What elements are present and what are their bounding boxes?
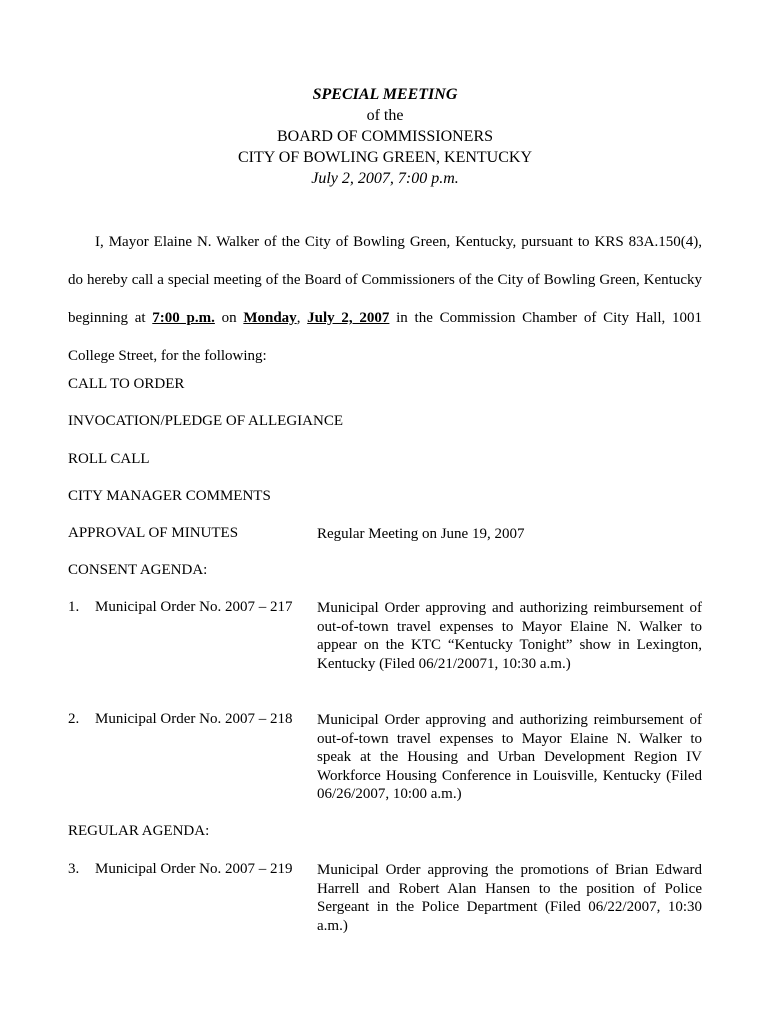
invocation: INVOCATION/PLEDGE OF ALLEGIANCE bbox=[68, 413, 343, 429]
item-description: Municipal Order approving and authorizing reimbursement of out-of-town travel expenses to Mayor Elaine N. Walker to appear on the KTC “Kentucky Tonight” show in Lexington, Kentucky (Filed 06/21/20071, 10:30 a.m.) bbox=[317, 600, 702, 672]
item-label: Municipal Order No. 2007 – 218 bbox=[95, 711, 293, 727]
item-number: 2. bbox=[68, 711, 80, 727]
intro-time: 7:00 p.m. bbox=[152, 310, 215, 326]
consent-agenda-heading: CONSENT AGENDA: bbox=[68, 562, 208, 578]
meeting-title: SPECIAL MEETING bbox=[312, 86, 458, 103]
header-board: BOARD OF COMMISSIONERS bbox=[276, 128, 494, 145]
intro-paragraph bbox=[68, 223, 702, 375]
item-label: Municipal Order No. 2007 – 217 bbox=[95, 599, 293, 615]
call-to-order: CALL TO ORDER bbox=[68, 376, 185, 392]
intro-comma: , bbox=[296, 310, 308, 326]
roll-call: ROLL CALL bbox=[68, 451, 150, 467]
intro-on: on bbox=[214, 310, 244, 326]
item-description: Municipal Order approving the promotions of Brian Edward Harrell and Robert Alan Hansen to the position of Police Sergeant in the Police Department (Filed 06/22/2007, 10:30 a.m.) bbox=[317, 862, 702, 934]
approval-detail: Regular Meeting on June 19, 2007 bbox=[317, 526, 525, 542]
intro-day: Monday bbox=[243, 310, 297, 326]
header-city: CITY OF BOWLING GREEN, KENTUCKY bbox=[237, 149, 533, 166]
intro-text-1: I, Mayor Elaine N. Walker of the City of Bowling Green, Kentucky, pursuant to KRS 83A.150(4), do hereby call a special meeting of the Board of Commissioners of the City of Bowling Green, Kentucky beginning at bbox=[68, 234, 702, 326]
regular-agenda-heading: REGULAR AGENDA: bbox=[68, 823, 210, 839]
item-description: Municipal Order approving and authorizing reimbursement of out-of-town travel expenses to Mayor Elaine N. Walker to speak at the Housing and Urban Development Region IV Workforce Housing Conference in Louisville, Kentucky (Filed 06/26/2007, 10:00 a.m.) bbox=[317, 712, 702, 802]
item-label: Municipal Order No. 2007 – 219 bbox=[95, 861, 293, 877]
intro-date: July 2, 2007 bbox=[307, 310, 390, 326]
item-number: 3. bbox=[68, 861, 80, 877]
header-of-the: of the bbox=[366, 107, 404, 124]
meeting-header bbox=[0, 84, 770, 189]
item-number: 1. bbox=[68, 599, 80, 615]
city-manager-comments: CITY MANAGER COMMENTS bbox=[68, 488, 271, 504]
intro-text-2: in the Commission Chamber of City Hall, 1001 College Street, for the following: bbox=[68, 310, 703, 364]
header-datetime: July 2, 2007, 7:00 p.m. bbox=[311, 170, 459, 187]
approval-label: APPROVAL OF MINUTES bbox=[68, 525, 239, 541]
